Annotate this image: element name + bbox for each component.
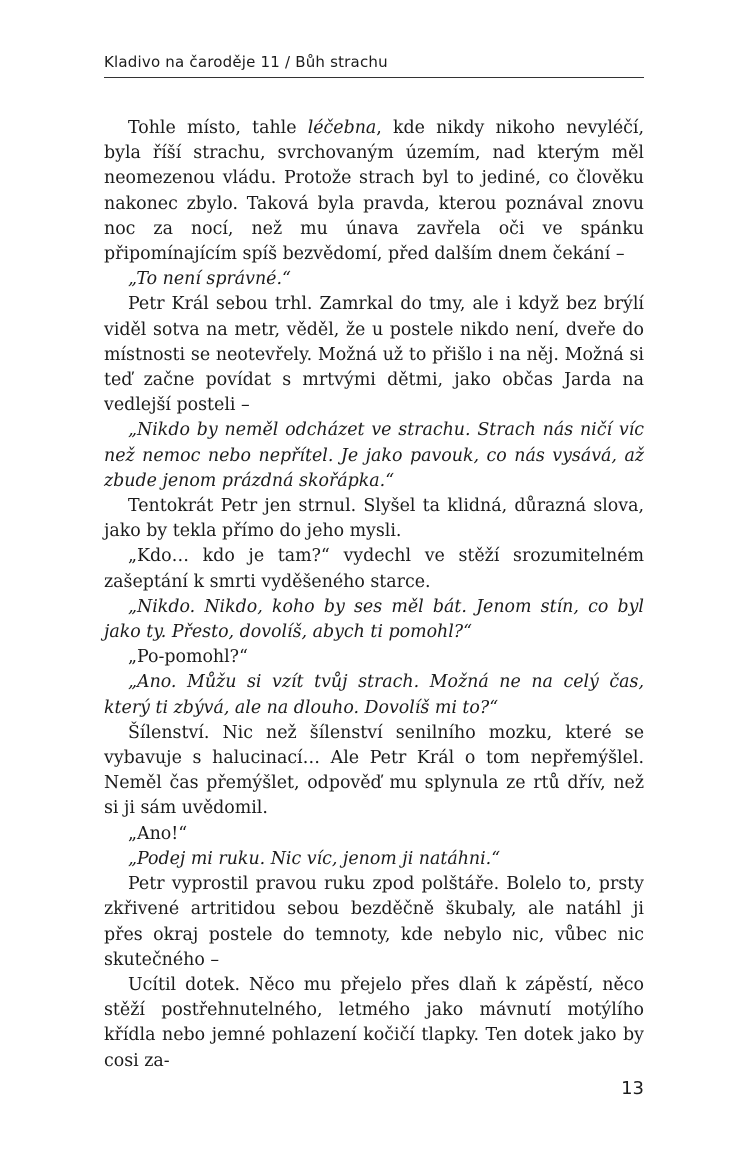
paragraph: „Ano!“ [128, 823, 188, 844]
dialogue-paragraph: „Nikdo by neměl odcházet ve strachu. Strach nás ničí víc než nemoc nebo nepřítel. Je jako pavouk, co nás vysává, až zbude jenom prázdná skořápka.“ [104, 420, 644, 491]
body-text [104, 116, 644, 1074]
running-header: Kladivo na čaroděje 11 / Bůh strachu [104, 53, 388, 71]
paragraph: Tentokrát Petr jen strnul. Slyšel ta klidná, důrazná slova, jako by tekla přímo do jeho mysli. [104, 496, 644, 542]
emphasis-text: léčebna [307, 118, 377, 138]
paragraph [104, 116, 644, 267]
page-number: 13 [621, 1078, 644, 1099]
paragraph-text: Tohle místo, tahle [128, 118, 308, 138]
paragraph: Ucítil dotek. Něco mu přejelo přes dlaň k zápěstí, něco stěží postřehnutelného, letmého jako mávnutí motýlího křídla nebo jemné pohlazení kočičí tlapky. Ten dotek jako by cosi za- [104, 974, 644, 1071]
paragraph: „Kdo… kdo je tam?“ vydechl ve stěží srozumitelném zašeptání k smrti vyděšeného starce. [104, 546, 644, 592]
dialogue-paragraph: „To není správné.“ [128, 269, 291, 290]
paragraph: „Po-pomohl?“ [128, 647, 248, 668]
dialogue-paragraph: „Nikdo. Nikdo, koho by ses měl bát. Jenom stín, co byl jako ty. Přesto, dovolíš, abych ti pomohl?“ [104, 596, 644, 643]
dialogue-paragraph: „Podej mi ruku. Nic víc, jenom ji natáhni.“ [128, 848, 501, 869]
paragraph: Šílenství. Nic než šílenství senilního mozku, které se vybavuje s halucinací… Ale Petr Král o tom nepřemýšlel. Neměl čas přemýšlet, odpověď mu splynula ze rtů dřív, než si ji sám uvědomil. [104, 722, 644, 819]
header-rule [104, 77, 644, 78]
dialogue-paragraph: „Ano. Můžu si vzít tvůj strach. Možná ne na celý čas, který ti zbývá, ale na dlouho. Dovolíš mi to?“ [104, 672, 644, 718]
paragraph-text: , kde nikdy nikoho nevyléčí, byla říší strachu, svrchovaným územím, nad kterým měl neomezenou vládu. Protože strach byl to jediné, co člověku nakonec zbylo. Taková byla pravda, kterou poznával znovu noc za nocí, než mu únava zavřela oči ve spánku připomínajícím spíš bezvědomí, před dalším dnem čekání – [104, 118, 645, 265]
paragraph: Petr Král sebou trhl. Zamrkal do tmy, ale i když bez brýlí viděl sotva na metr, věděl, že u postele nikdo není, dveře do místnosti se neotevřely. Možná už to přišlo i na něj. Možná si teď začne povídat s mrtvými dětmi, jako občas Jarda na vedlejší posteli – [104, 294, 644, 416]
paragraph: Petr vyprostil pravou ruku zpod polštáře. Bolelo to, prsty zkřivené artritidou sebou bezděčně škubaly, ale natáhl ji přes okraj postele do temnoty, kde nebylo nic, vůbec nic skutečného – [104, 874, 644, 970]
